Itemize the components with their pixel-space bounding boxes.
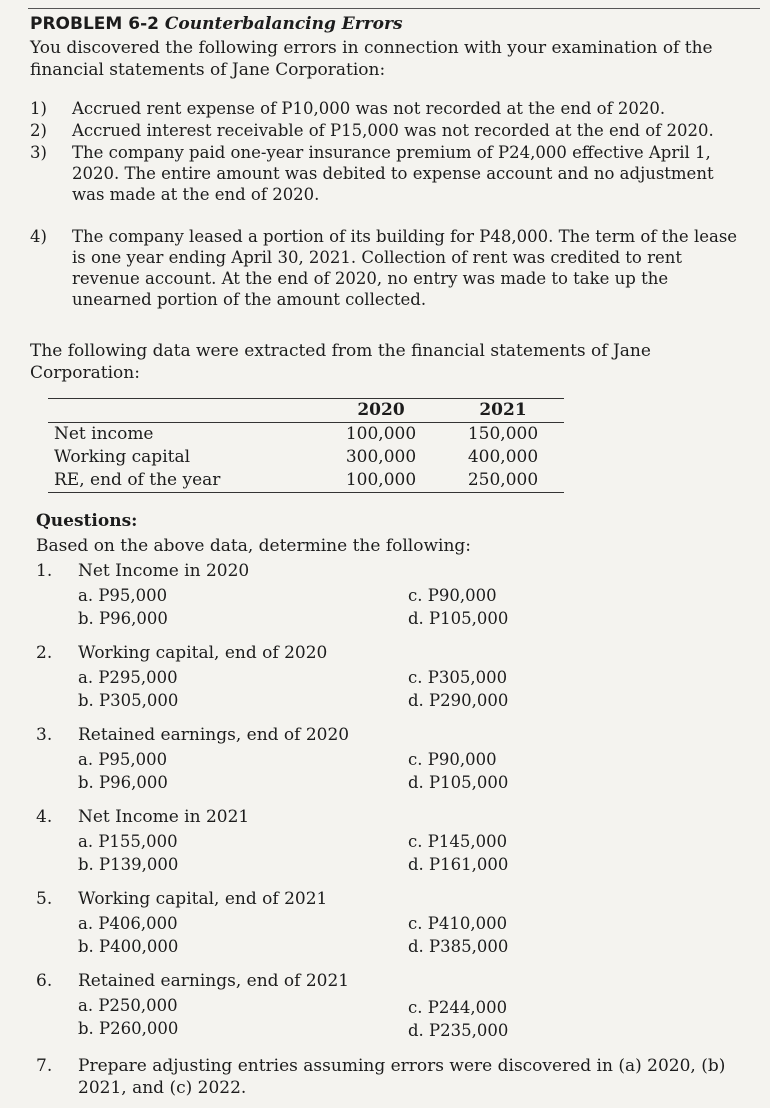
questions-heading: Questions: <box>36 511 138 531</box>
option-d: d. P290,000 <box>408 691 509 710</box>
option-c: c. P410,000 <box>408 914 508 933</box>
error-item-2 <box>30 120 745 141</box>
value-2020: 100,000 <box>345 424 417 444</box>
question-number: 5. <box>36 889 53 909</box>
error-number: 3) <box>30 143 47 162</box>
option-c: c. P145,000 <box>408 832 508 851</box>
question-number: 7. <box>36 1056 53 1076</box>
option-b: b. P96,000 <box>78 773 168 792</box>
question-text: Retained earnings, end of 2021 <box>78 971 350 991</box>
option-a: a. P95,000 <box>78 586 168 605</box>
table-header-row <box>48 399 564 423</box>
question-text: Working capital, end of 2020 <box>78 643 328 663</box>
error-item-4 <box>30 226 745 310</box>
option-d: d. P105,000 <box>408 773 509 792</box>
table-header-2021: 2021 <box>442 399 564 423</box>
error-item-1 <box>30 98 745 119</box>
question-text: Working capital, end of 2021 <box>78 889 328 909</box>
question-number: 1. <box>36 561 53 581</box>
question-7 <box>36 1055 736 1099</box>
option-d: d. P235,000 <box>408 1021 509 1040</box>
error-text: The company leased a portion of its building for P48,000. The term of the lease is one year ending April 30, 2021. Collection of rent was credited to rent revenue account. At the end of 2020, no entry was made to take up the unearned portion of the amount collected. <box>72 227 738 309</box>
option-a: a. P295,000 <box>78 668 178 687</box>
table-row <box>48 469 564 493</box>
error-number: 4) <box>30 227 47 246</box>
value-2020: 100,000 <box>320 469 442 493</box>
table-header-2020: 2020 <box>320 399 442 423</box>
problem-title <box>30 14 403 34</box>
table-header-label <box>48 399 320 423</box>
option-b: b. P96,000 <box>78 609 168 628</box>
value-2021: 250,000 <box>442 469 564 493</box>
row-label: Working capital <box>54 447 191 467</box>
question-number: 6. <box>36 971 53 991</box>
question-text: Retained earnings, end of 2020 <box>78 725 350 745</box>
option-a: a. P250,000 <box>78 996 178 1015</box>
error-number: 1) <box>30 99 47 118</box>
table-row <box>48 423 564 447</box>
option-c: c. P90,000 <box>408 586 497 605</box>
value-2021: 150,000 <box>467 424 539 444</box>
option-a: a. P155,000 <box>78 832 178 851</box>
option-b: b. P305,000 <box>78 691 179 710</box>
error-text: Accrued rent expense of P10,000 was not recorded at the end of 2020. <box>72 99 666 118</box>
value-2021: 400,000 <box>467 447 539 467</box>
question-text: Prepare adjusting entries assuming errors were discovered in (a) 2020, (b) 2021, and (c) 2022. <box>78 1056 726 1098</box>
question-number: 4. <box>36 807 53 827</box>
option-d: d. P385,000 <box>408 937 509 956</box>
option-d: d. P105,000 <box>408 609 509 628</box>
intro-paragraph: You discovered the following errors in connection with your examination of the financial statements of Jane Corporation: <box>30 38 713 80</box>
option-c: c. P90,000 <box>408 750 497 769</box>
option-b: b. P260,000 <box>78 1019 179 1038</box>
option-b: b. P139,000 <box>78 855 179 874</box>
table-row <box>48 446 564 469</box>
question-number: 3. <box>36 725 53 745</box>
title-italic: Counterbalancing Errors <box>164 14 403 34</box>
top-rule <box>28 8 760 9</box>
error-number: 2) <box>30 121 47 140</box>
value-2020: 300,000 <box>345 447 417 467</box>
questions-intro: Based on the above data, determine the following: <box>36 536 472 556</box>
row-label: RE, end of the year <box>48 469 320 493</box>
row-label: Net income <box>54 424 154 444</box>
option-a: a. P406,000 <box>78 914 178 933</box>
error-item-3 <box>30 142 745 205</box>
error-text: Accrued interest receivable of P15,000 was not recorded at the end of 2020. <box>72 121 714 140</box>
data-intro-paragraph: The following data were extracted from the financial statements of Jane Corporation: <box>30 341 651 383</box>
option-a: a. P95,000 <box>78 750 168 769</box>
option-c: c. P305,000 <box>408 668 508 687</box>
financial-data-table <box>48 398 564 493</box>
error-text: The company paid one-year insurance premium of P24,000 effective April 1, 2020. The entire amount was debited to expense account and no adjustment was made at the end of 2020. <box>72 143 714 204</box>
title-bold: PROBLEM 6-2 <box>30 14 165 34</box>
question-text: Net Income in 2021 <box>78 807 250 827</box>
question-text: Net Income in 2020 <box>78 561 250 581</box>
question-number: 2. <box>36 643 53 663</box>
option-b: b. P400,000 <box>78 937 179 956</box>
option-c: c. P244,000 <box>408 998 508 1017</box>
option-d: d. P161,000 <box>408 855 509 874</box>
